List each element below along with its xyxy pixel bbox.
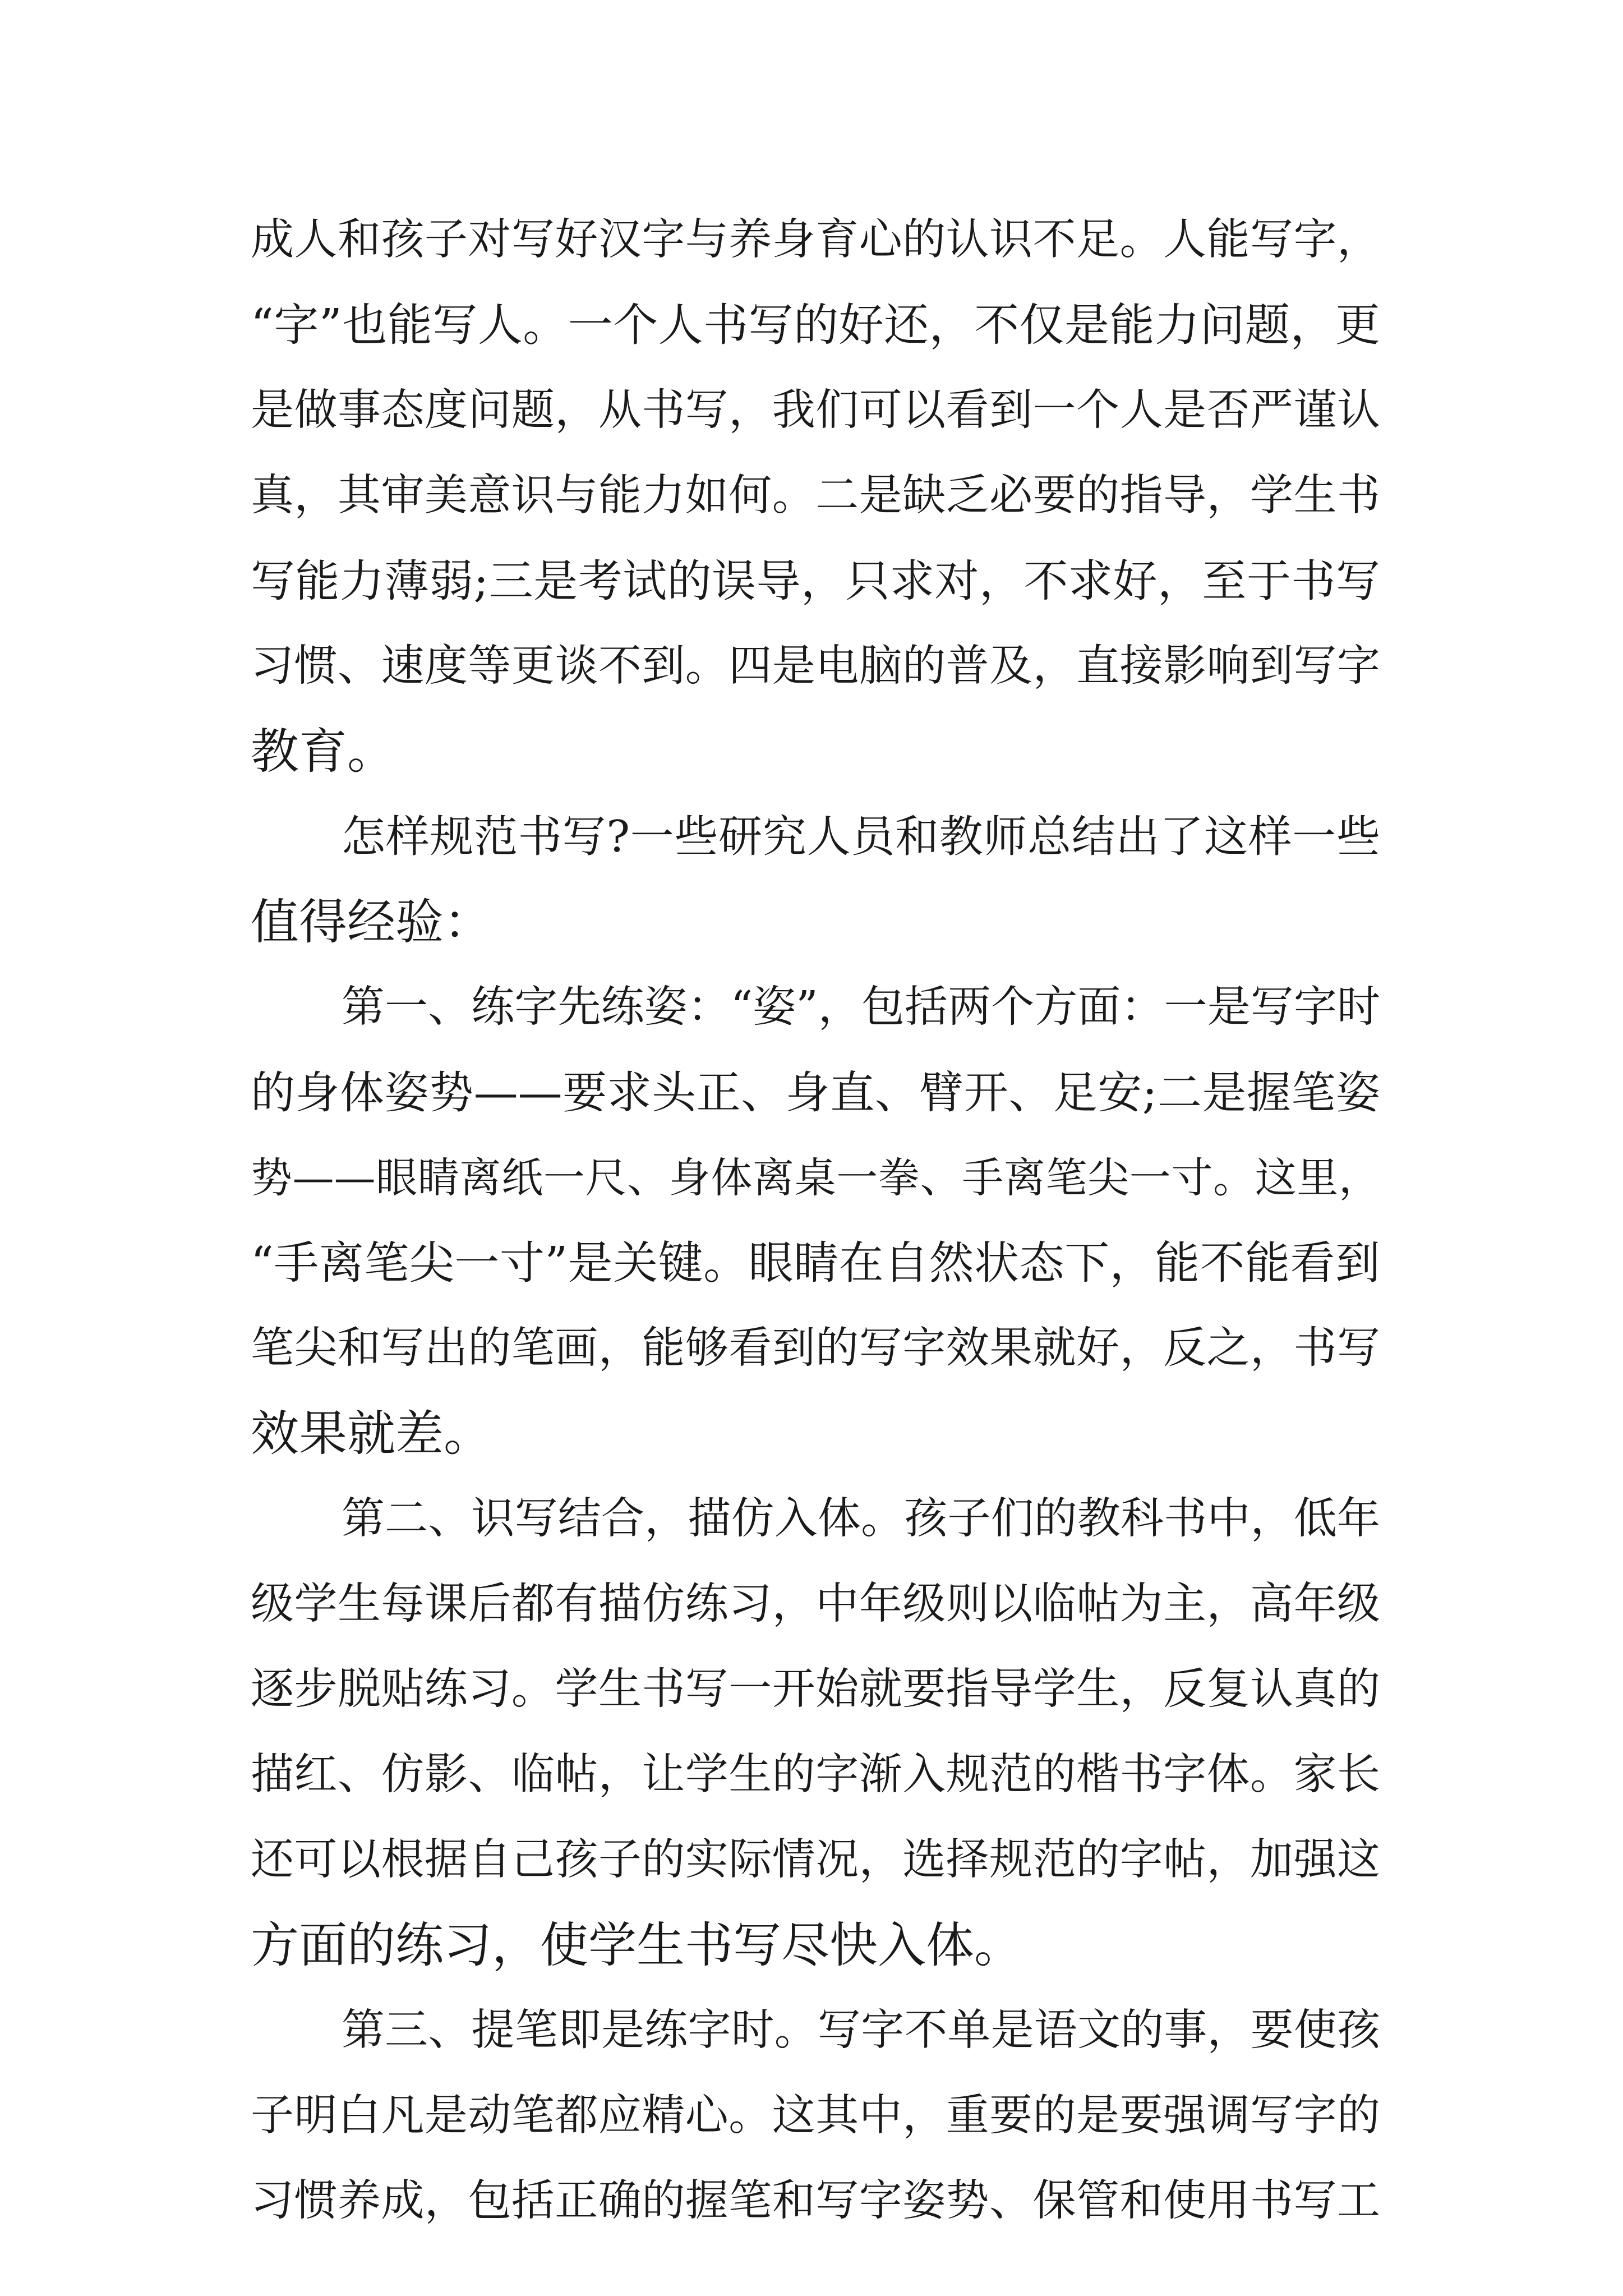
text-line: “字”也能写人。一个人书写的好还，不仅是能力问题，更 [251, 299, 1380, 351]
text-line: 第二、识写结合，描仿入体。孩子们的教科书中，低年 [342, 1494, 1380, 1544]
text-line: 子明白凡是动笔都应精心。这其中，重要的是要强调写字的 [251, 2091, 1380, 2141]
text-line: 怎样规范书写?一些研究人员和教师总结出了这样一些 [342, 812, 1380, 862]
text-line: 描红、仿影、临帖，让学生的字渐入规范的楷书字体。家长 [251, 1750, 1380, 1800]
text-line: 写能力薄弱;三是考试的误导，只求对，不求好，至于书写 [251, 555, 1380, 607]
text-line: 还可以根据自己孩子的实际情况，选择规范的字帖，加强这 [251, 1835, 1380, 1885]
text-line: 真，其审美意识与能力如何。二是缺乏必要的指导，学生书 [251, 471, 1380, 521]
text-line: 逐步脱贴练习。学生书写一开始就要指导学生，反复认真的 [251, 1664, 1380, 1714]
text-line: 教育。 [251, 724, 395, 780]
text-line: 效果就差。 [251, 1406, 492, 1462]
text-line: 成人和孩子对写好汉字与养身育心的认识不足。人能写字， [251, 215, 1380, 265]
text-line: 值得经验： [251, 894, 492, 950]
text-line: 笔尖和写出的笔画，能够看到的写字效果就好，反之，书写 [251, 1323, 1380, 1373]
text-line: 方面的练习，使学生书写尽快入体。 [251, 1917, 1022, 1973]
document-body [251, 197, 1380, 2244]
text-line: 第一、练字先练姿：“姿”，包括两个方面：一是写字时 [342, 982, 1380, 1032]
text-line: 势——眼睛离纸一尺、身体离桌一拳、手离笔尖一寸。这里， [251, 1154, 1380, 1202]
text-line: 习惯、速度等更谈不到。四是电脑的普及，直接影响到写字 [251, 641, 1380, 691]
text-line: 第三、提笔即是练字时。写字不单是语文的事，要使孩 [342, 2005, 1380, 2055]
text-line: 是做事态度问题，从书写，我们可以看到一个人是否严谨认 [251, 385, 1380, 435]
text-line: “手离笔尖一寸”是关键。眼睛在自然状态下，能不能看到 [251, 1237, 1380, 1289]
text-line: 级学生每课后都有描仿练习，中年级则以临帖为主，高年级 [251, 1579, 1380, 1629]
text-line: 的身体姿势——要求头正、身直、臂开、足安;二是握笔姿 [251, 1067, 1380, 1119]
text-line: 习惯养成，包括正确的握笔和写字姿势、保管和使用书写工 [251, 2176, 1380, 2226]
